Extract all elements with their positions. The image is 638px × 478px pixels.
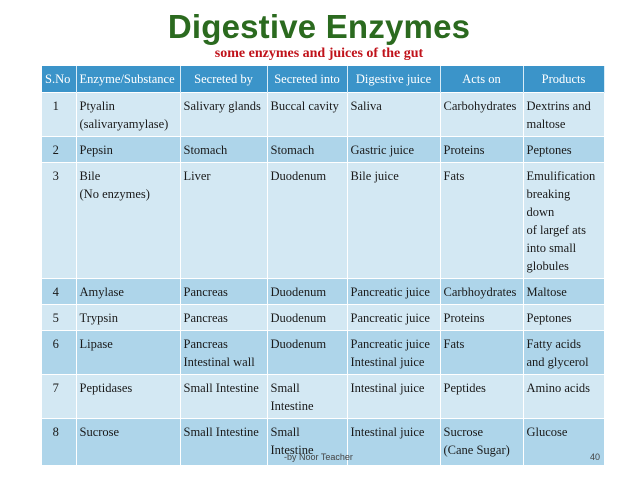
cell-sno: 8 bbox=[42, 419, 76, 465]
cell-secreted-into: Small Intestine bbox=[267, 419, 347, 465]
cell-digestive-juice: Pancreatic juice Intestinal juice bbox=[347, 331, 440, 375]
cell-secreted-by: Small Intestine bbox=[180, 375, 267, 419]
table-header-row bbox=[42, 66, 604, 93]
cell-acts-on: Carbohydrates bbox=[440, 93, 523, 137]
header-secreted-by: Secreted by bbox=[180, 66, 267, 93]
table-row bbox=[42, 375, 604, 419]
cell-secreted-into: Duodenum bbox=[267, 331, 347, 375]
header-secreted-into: Secreted into bbox=[267, 66, 347, 93]
cell-sno: 1 bbox=[42, 93, 76, 137]
cell-digestive-juice: Saliva bbox=[347, 93, 440, 137]
cell-digestive-juice: Bile juice bbox=[347, 163, 440, 279]
cell-secreted-into: Duodenum bbox=[267, 305, 347, 331]
cell-secreted-into: Stomach bbox=[267, 137, 347, 163]
cell-secreted-into: Duodenum bbox=[267, 163, 347, 279]
cell-secreted-by: Small Intestine bbox=[180, 419, 267, 465]
table-row bbox=[42, 93, 604, 137]
cell-digestive-juice: Pancreatic juice bbox=[347, 279, 440, 305]
cell-sno: 3 bbox=[42, 163, 76, 279]
cell-sno: 6 bbox=[42, 331, 76, 375]
slide-title: Digestive Enzymes bbox=[167, 8, 471, 45]
header-acts-on: Acts on bbox=[440, 66, 523, 93]
cell-acts-on: Carbhoydrates bbox=[440, 279, 523, 305]
footer-author: -by Noor Teacher bbox=[284, 452, 353, 462]
cell-enzyme: Sucrose bbox=[76, 419, 180, 465]
cell-secreted-by: Pancreas bbox=[180, 305, 267, 331]
cell-products: Peptones bbox=[523, 305, 604, 331]
cell-secreted-by: Pancreas Intestinal wall bbox=[180, 331, 267, 375]
cell-products: Maltose bbox=[523, 279, 604, 305]
cell-sno: 2 bbox=[42, 137, 76, 163]
cell-secreted-into: Duodenum bbox=[267, 279, 347, 305]
cell-enzyme: Ptyalin (salivaryamylase) bbox=[76, 93, 180, 137]
slide-subtitle: some enzymes and juices of the gut bbox=[214, 46, 424, 61]
cell-acts-on: Fats bbox=[440, 163, 523, 279]
cell-acts-on: Sucrose (Cane Sugar) bbox=[440, 419, 523, 465]
cell-secreted-by: Salivary glands bbox=[180, 93, 267, 137]
table-row bbox=[42, 137, 604, 163]
table-row bbox=[42, 163, 604, 279]
cell-products: Glucose bbox=[523, 419, 604, 465]
cell-secreted-into: Small Intestine bbox=[267, 375, 347, 419]
footer-page-number: 40 bbox=[590, 452, 601, 462]
cell-digestive-juice: Intestinal juice bbox=[347, 419, 440, 465]
cell-enzyme: Lipase bbox=[76, 331, 180, 375]
cell-sno: 7 bbox=[42, 375, 76, 419]
cell-acts-on: Peptides bbox=[440, 375, 523, 419]
cell-secreted-by: Pancreas bbox=[180, 279, 267, 305]
cell-enzyme: Pepsin bbox=[76, 137, 180, 163]
header-sno: S.No bbox=[42, 66, 76, 93]
header-products: Products bbox=[523, 66, 604, 93]
cell-acts-on: Proteins bbox=[440, 305, 523, 331]
cell-acts-on: Proteins bbox=[440, 137, 523, 163]
cell-enzyme: Bile (No enzymes) bbox=[76, 163, 180, 279]
cell-products: Amino acids bbox=[523, 375, 604, 419]
cell-secreted-by: Stomach bbox=[180, 137, 267, 163]
table-row bbox=[42, 331, 604, 375]
header-enzyme: Enzyme/Substance bbox=[76, 66, 180, 93]
cell-sno: 5 bbox=[42, 305, 76, 331]
cell-sno: 4 bbox=[42, 279, 76, 305]
cell-digestive-juice: Gastric juice bbox=[347, 137, 440, 163]
cell-digestive-juice: Intestinal juice bbox=[347, 375, 440, 419]
cell-acts-on: Fats bbox=[440, 331, 523, 375]
cell-products: Peptones bbox=[523, 137, 604, 163]
cell-enzyme: Amylase bbox=[76, 279, 180, 305]
cell-secreted-by: Liver bbox=[180, 163, 267, 279]
cell-enzyme: Trypsin bbox=[76, 305, 180, 331]
header-digestive-juice: Digestive juice bbox=[347, 66, 440, 93]
cell-secreted-into: Buccal cavity bbox=[267, 93, 347, 137]
cell-digestive-juice: Pancreatic juice bbox=[347, 305, 440, 331]
cell-enzyme: Peptidases bbox=[76, 375, 180, 419]
table-row bbox=[42, 305, 604, 331]
cell-products: Emulification breaking down of largef ats into small globules bbox=[523, 163, 604, 279]
enzymes-table bbox=[42, 66, 605, 465]
table-row bbox=[42, 279, 604, 305]
cell-products: Dextrins and maltose bbox=[523, 93, 604, 137]
cell-products: Fatty acids and glycerol bbox=[523, 331, 604, 375]
